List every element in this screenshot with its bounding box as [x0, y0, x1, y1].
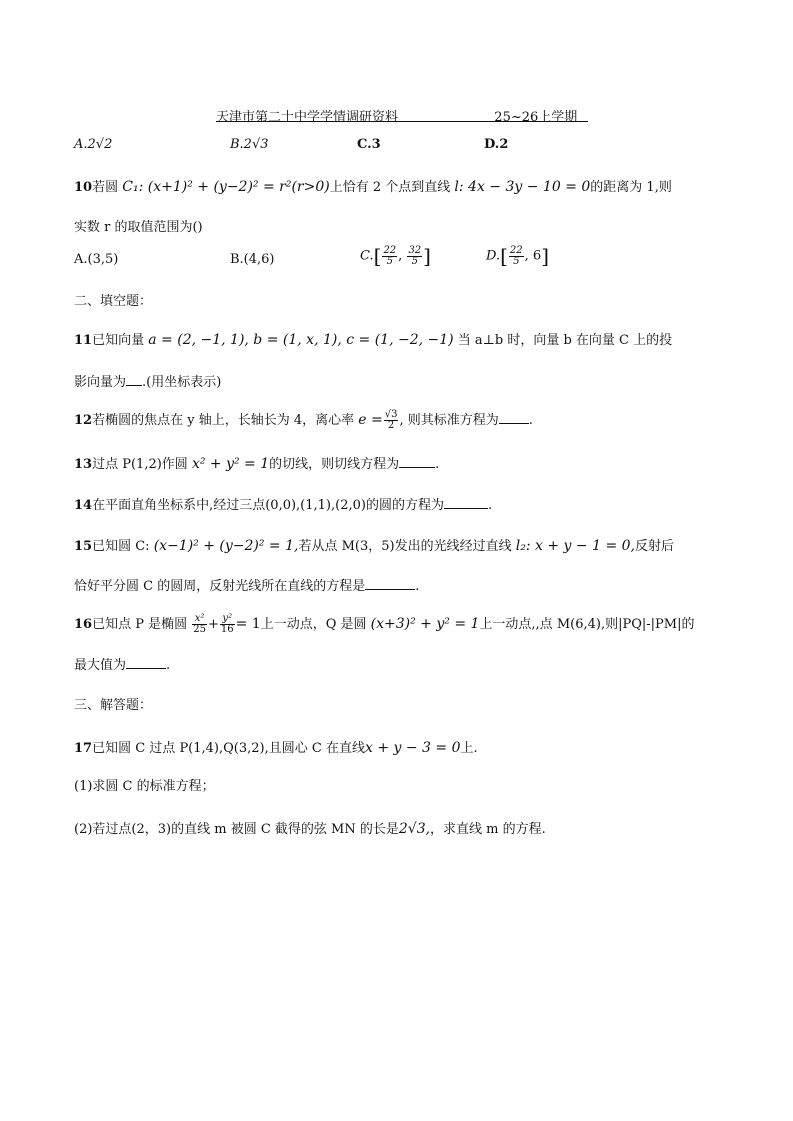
chord-length: 2√3,	[398, 821, 431, 837]
q14-line	[74, 496, 492, 515]
q14-text2: .	[487, 498, 493, 513]
q17-part2-text: (2)若过点(2，3)的直线 m 被圆 C 截得的弦 MN 的长是	[74, 822, 399, 837]
eccentricity-fraction	[384, 410, 399, 431]
page-header	[216, 106, 577, 125]
q12-text2: , 则其标准方程为	[399, 413, 499, 428]
answer-blank[interactable]	[126, 656, 166, 669]
q13-text3: .	[435, 457, 440, 472]
q12-text1: 若椭圆的焦点在 y 轴上，长轴长为 4，离心率	[92, 413, 355, 428]
denominator: 16	[220, 624, 234, 635]
q16-line2	[74, 656, 170, 675]
header-school: 天津市第二十中学学情调研资料	[216, 110, 399, 125]
q15-number: 15	[74, 539, 93, 554]
q16-text4: 最大值为	[74, 658, 127, 673]
q16-text1: 已知点 P 是椭圆	[92, 617, 188, 632]
q17-part2	[74, 820, 546, 839]
q16-number: 16	[74, 617, 93, 632]
q16-text2: 上一动点，Q 是圆	[260, 617, 367, 632]
q16-line1: 16已知点 P 是椭圆 $\frac{\text{x²}}{25}$ + $\frac{\text{y²}}{16}$ = 1上一动点，Q 是圆 (x+3)² + y² = 1上一动点,,点 M(6,4),则|PQ|-|PM|的	[74, 613, 695, 635]
q12-text3: .	[528, 413, 533, 428]
q10-text1: 若圆	[92, 180, 119, 195]
left-bracket-icon: [	[500, 244, 508, 268]
q9-option-b: B.2√3	[230, 137, 269, 152]
left-bracket-icon: [	[373, 244, 382, 268]
q15-text4: 恰好平分圆 C 的圆周，反射光线所在直线的方程是	[74, 579, 366, 594]
denominator: 2	[387, 420, 395, 431]
q10-number: 10	[74, 180, 93, 195]
answer-blank[interactable]	[126, 373, 142, 386]
q17-text1: 已知圆 C 过点 P(1,4),Q(3,2),且圆心 C 在直线	[92, 741, 365, 756]
q10-option-c: C.[ $\frac{22}{5}$ , $\frac{32}{5}$ ]	[360, 244, 431, 268]
q13-text2: 的切线，则切线方程为	[269, 457, 400, 472]
q17-text2: 上.	[460, 741, 478, 756]
fraction	[407, 246, 422, 267]
answer-blank[interactable]	[499, 411, 529, 424]
numerator: x²	[192, 614, 207, 625]
q11-vectors: a = (2, −1, 1), b = (1, x, 1), c = (1, −2, −1)	[148, 332, 454, 348]
q10-line1	[74, 178, 672, 197]
q13-line	[74, 455, 439, 474]
section-heading-fill-in: 二、填空题：	[74, 294, 153, 309]
q10-line-equation: l: 4x − 3y − 10 = 0	[454, 179, 591, 195]
q11-text4: .(用坐标表示)	[142, 375, 222, 390]
q17-part1: (1)求圆 C 的标准方程；	[74, 779, 215, 794]
q17-part2-text-end: ，求直线 m 的方程.	[430, 822, 546, 837]
answer-blank[interactable]	[399, 455, 435, 468]
denominator: 5	[386, 255, 393, 267]
q13-number: 13	[74, 457, 93, 472]
q11-text1: 已知向量	[92, 333, 145, 348]
q17-line-equation: x + y − 3 = 0	[364, 740, 461, 756]
ellipse-rest: = 1	[235, 616, 261, 632]
fraction	[509, 246, 524, 267]
q10-option-c-label: C.	[360, 248, 374, 264]
right-bracket-icon: ]	[423, 244, 431, 268]
q15-text3: 反射后	[634, 539, 674, 554]
q15-line-equation: l₂: x + y − 1 = 0,	[515, 538, 635, 554]
q10-text2: 上恰有 2 个点到直线	[329, 180, 451, 195]
q10-option-b: B.(4,6)	[230, 252, 275, 267]
q14-text1: 在平面直角坐标系中,经过三点(0,0),(1,1),(2,0)的圆的方程为	[92, 498, 444, 513]
numerator: 32	[408, 244, 422, 256]
denominator: 25	[193, 624, 206, 635]
q14-number: 14	[74, 498, 93, 513]
q11-text3: 影向量为	[74, 375, 127, 390]
q16-circle-equation: (x+3)² + y² = 1	[370, 616, 480, 632]
right-bracket-icon: ]	[541, 244, 549, 268]
answer-blank[interactable]	[365, 577, 415, 590]
denominator: 5	[411, 255, 418, 267]
q12-number: 12	[74, 413, 93, 428]
q15-text2: 若从点 M(3，5)发出的光线经过直线	[298, 539, 512, 554]
fraction	[382, 246, 397, 267]
q16-text3: 上一动点,,点 M(6,4),则|PQ|-|PM|的	[479, 617, 695, 632]
q15-line1	[74, 537, 674, 556]
q12-line	[74, 410, 533, 431]
q9-option-c: C.3	[357, 137, 381, 152]
q10-line2: 实数 r 的取值范围为()	[74, 220, 203, 235]
numerator: y²	[220, 614, 235, 625]
ellipse-fraction-y	[220, 614, 235, 635]
denominator: 5	[513, 255, 520, 267]
q16-text5: .	[166, 658, 171, 673]
q10-option-a: A.(3,5)	[74, 252, 119, 267]
q9-option-d: D.2	[484, 137, 509, 152]
answer-blank[interactable]	[444, 496, 488, 509]
q10-text3: 的距离为 1,则	[590, 180, 672, 195]
q15-line2	[74, 577, 419, 596]
q13-circle-equation: x² + y² = 1	[191, 456, 270, 472]
q17-number: 17	[74, 741, 93, 756]
q9-option-a: A.2√2	[74, 137, 113, 152]
header-underline	[216, 121, 588, 122]
header-term: 25~26上学期	[494, 110, 578, 125]
numerator: 22	[509, 244, 523, 256]
numerator: √3	[384, 409, 398, 420]
q11-line1	[74, 331, 672, 350]
q10-option-d: D.[ $\frac{22}{5}$ , 6]	[486, 244, 549, 268]
q11-line2	[74, 373, 221, 392]
q17-line1	[74, 739, 478, 758]
q15-text1: 已知圆 C:	[92, 539, 150, 554]
q11-number: 11	[74, 333, 93, 348]
q10-circle-equation: C₁: (x+1)² + (y−2)² = r²(r>0)	[122, 179, 330, 195]
section-heading-solve: 三、解答题：	[74, 698, 153, 713]
numerator: 22	[383, 244, 397, 256]
q11-text2: 当 a⊥b 时，向量 b 在向量 C 上的投	[457, 333, 673, 348]
q15-text5: .	[415, 579, 420, 594]
q10-option-d-label: D.	[486, 248, 501, 264]
eccentricity-label: e =	[358, 412, 383, 428]
q13-text1: 过点 P(1,2)作圆	[92, 457, 188, 472]
q15-circle-equation: (x−1)² + (y−2)² = 1,	[153, 538, 299, 554]
value: 6	[532, 248, 542, 264]
ellipse-fraction-x	[192, 614, 207, 635]
